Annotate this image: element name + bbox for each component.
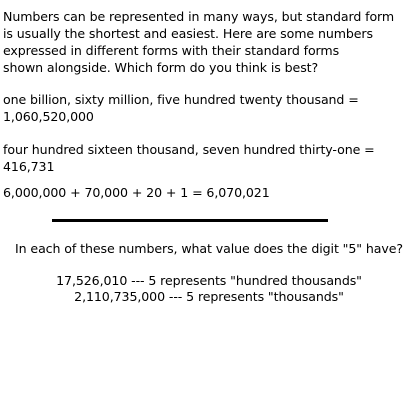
intro-line: shown alongside. Which form do you think is best? (3, 60, 319, 75)
question-text: In each of these numbers, what value does the digit "5" have? (15, 241, 403, 256)
answers-block (0, 273, 418, 305)
example-word-form-billion (3, 91, 413, 125)
example-expanded-form (3, 184, 413, 201)
example-standard-form: 1,060,520,000 (3, 109, 94, 124)
intro-line: expressed in different forms with their standard forms (3, 43, 340, 58)
answer-line: 2,110,735,000 --- 5 represents "thousands" (74, 289, 344, 304)
intro-line: is usually the shortest and easiest. Here are some numbers (3, 26, 373, 41)
intro-line: Numbers can be represented in many ways, but standard form (3, 9, 395, 24)
example-standard-form: 416,731 (3, 159, 55, 174)
example-word-form-thousand (3, 141, 413, 175)
example-word-form: one billion, sixty million, five hundred twenty thousand = (3, 92, 359, 107)
answer-line: 17,526,010 --- 5 represents "hundred thousands" (56, 273, 362, 288)
intro-paragraph (3, 8, 413, 76)
example-expanded-equation: 6,000,000 + 70,000 + 20 + 1 = 6,070,021 (3, 185, 270, 200)
example-word-form: four hundred sixteen thousand, seven hundred thirty-one = (3, 142, 375, 157)
section-divider (52, 219, 328, 222)
